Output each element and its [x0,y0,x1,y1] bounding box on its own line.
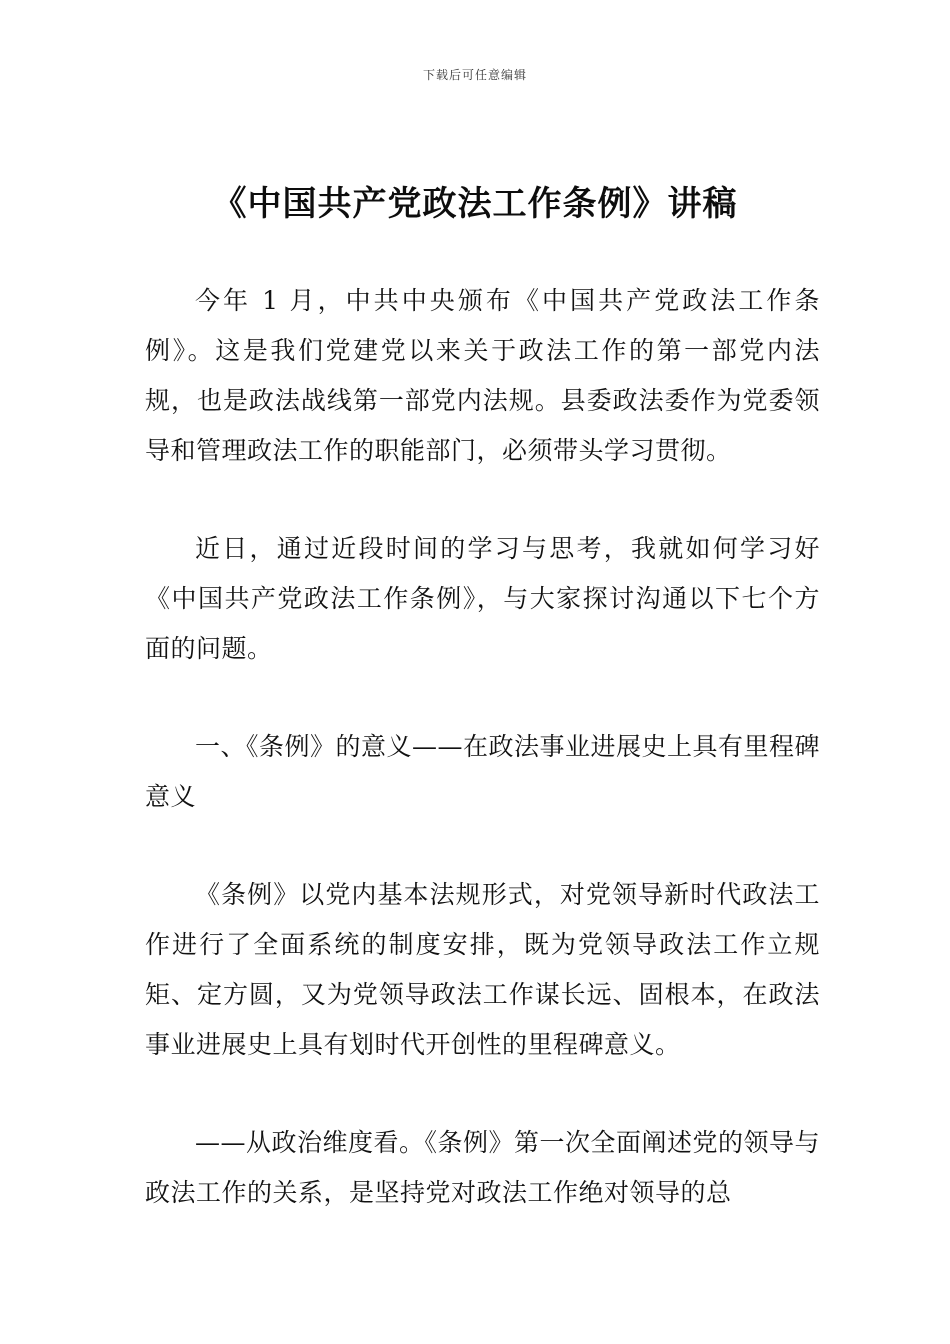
paragraph-significance: 《条例》以党内基本法规形式，对党领导新时代政法工作进行了全面系统的制度安排，既为党领导政法工作立规矩、定方圆，又为党领导政法工作谋长远、固根本，在政法事业进展史上具有划时代开创性的里程碑意义。 [145,880,820,1059]
header-note: 下载后可任意编辑 [422,68,527,82]
paragraph-political-dimension: ——从政治维度看。《条例》第一次全面阐述党的领导与政法工作的关系，是坚持党对政法工作绝对领导的总 [145,1128,821,1207]
document-body [145,276,820,1266]
document-title: 《中国共产党政法工作条例》讲稿 [212,184,738,224]
paragraph-intro: 今年 1 月，中共中央颁布《中国共产党政法工作条例》。这是我们党建党以来关于政法工作的第一部党内法规，也是政法战线第一部党内法规。县委政法委作为党委领导和管理政法工作的职能部门，必须带头学习贯彻。 [145,286,820,465]
paragraph-purpose: 近日，通过近段时间的学习与思考，我就如何学习好《中国共产党政法工作条例》，与大家探讨沟通以下七个方面的问题。 [145,534,820,663]
section-heading-1: 一、《条例》的意义——在政法事业进展史上具有里程碑意义 [145,732,821,811]
